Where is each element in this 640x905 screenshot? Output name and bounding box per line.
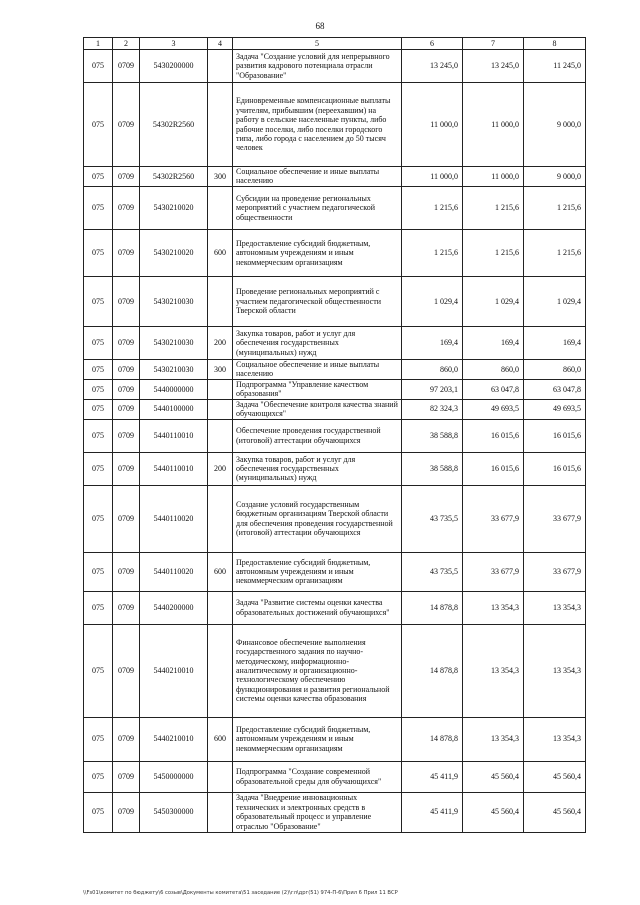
amount-col8: 33 677,9 [524,552,586,591]
table-row [84,359,586,379]
admin-code: 075 [84,186,113,229]
expense-type-code: 300 [208,359,233,379]
expense-type-code: 600 [208,229,233,276]
target-item-code: 5430210030 [140,326,208,359]
target-item-code: 5430210020 [140,186,208,229]
table-row [84,792,586,832]
expense-type-code: 200 [208,326,233,359]
amount-col6: 38 588,8 [402,452,463,485]
amount-col6: 13 245,0 [402,50,463,83]
target-item-code: 5430210030 [140,276,208,326]
table-row [84,50,586,83]
table-row [84,591,586,624]
amount-col7: 49 693,5 [463,399,524,419]
page-number: 68 [315,21,325,31]
expense-type-code: 200 [208,452,233,485]
description: Задача "Обеспечение контроля качества знаний обучающихся" [233,399,402,419]
amount-col8: 16 015,6 [524,452,586,485]
description: Задача "Развитие системы оценки качества образовательных достижений обучающихся" [233,591,402,624]
admin-code: 075 [84,229,113,276]
target-item-code: 5440110010 [140,452,208,485]
amount-col8: 45 560,4 [524,761,586,792]
amount-col8: 33 677,9 [524,485,586,552]
target-item-code: 5440110020 [140,485,208,552]
expense-type-code [208,83,233,167]
description: Проведение региональных мероприятий с участием педагогической общественности Тверской области [233,276,402,326]
amount-col8: 63 047,8 [524,379,586,399]
description: Подпрограмма "Создание современной образовательной среды для обучающихся" [233,761,402,792]
admin-code: 075 [84,276,113,326]
description: Предоставление субсидий бюджетным, автономным учреждениям и иным некоммерческим организациям [233,552,402,591]
target-item-code: 5440210010 [140,717,208,761]
section-code: 0709 [113,591,140,624]
section-code: 0709 [113,229,140,276]
expense-type-code [208,792,233,832]
section-code: 0709 [113,552,140,591]
section-code: 0709 [113,624,140,717]
admin-code: 075 [84,379,113,399]
column-header: 2 [113,38,140,50]
expense-type-code [208,485,233,552]
target-item-code: 5440210010 [140,624,208,717]
admin-code: 075 [84,792,113,832]
column-header: 7 [463,38,524,50]
expense-type-code [208,186,233,229]
amount-col8: 45 560,4 [524,792,586,832]
target-item-code: 5440200000 [140,591,208,624]
expense-type-code [208,419,233,452]
description: Финансовое обеспечение выполнения государственного задания по научно-методическому, информационно-аналитическому и организационно-технологическому обеспечению функционирования и развития региональной системы оценки качества образования [233,624,402,717]
description: Подпрограмма "Управление качеством образования" [233,379,402,399]
section-code: 0709 [113,485,140,552]
expense-type-code [208,591,233,624]
description: Социальное обеспечение и иные выплаты населению [233,359,402,379]
expense-type-code [208,276,233,326]
section-code: 0709 [113,379,140,399]
amount-col8: 860,0 [524,359,586,379]
section-code: 0709 [113,717,140,761]
amount-col7: 13 245,0 [463,50,524,83]
admin-code: 075 [84,591,113,624]
expense-type-code [208,379,233,399]
amount-col8: 13 354,3 [524,591,586,624]
table-row [84,167,586,187]
amount-col7: 45 560,4 [463,792,524,832]
amount-col7: 33 677,9 [463,552,524,591]
amount-col6: 43 735,5 [402,552,463,591]
column-header: 8 [524,38,586,50]
table-row [84,552,586,591]
table-row [84,624,586,717]
amount-col7: 63 047,8 [463,379,524,399]
amount-col8: 9 000,0 [524,83,586,167]
amount-col7: 11 000,0 [463,83,524,167]
amount-col7: 1 029,4 [463,276,524,326]
amount-col6: 43 735,5 [402,485,463,552]
table-row [84,485,586,552]
amount-col6: 169,4 [402,326,463,359]
target-item-code: 5440110010 [140,419,208,452]
amount-col7: 11 000,0 [463,167,524,187]
section-code: 0709 [113,452,140,485]
description: Задача "Внедрение инновационных технических и электронных средств в образовательный процесс и управление отраслью "Образование" [233,792,402,832]
target-item-code: 5430200000 [140,50,208,83]
description: Создание условий государственным бюджетным организациям Тверской области для обеспечения проведения государственной (итоговой) аттестации обучающихся [233,485,402,552]
amount-col7: 1 215,6 [463,186,524,229]
amount-col8: 1 215,6 [524,229,586,276]
amount-col7: 169,4 [463,326,524,359]
budget-table [83,37,586,833]
target-item-code: 5430210020 [140,229,208,276]
section-code: 0709 [113,50,140,83]
amount-col8: 13 354,3 [524,717,586,761]
amount-col6: 1 215,6 [402,229,463,276]
target-item-code: 5430210030 [140,359,208,379]
expense-type-code [208,399,233,419]
amount-col7: 13 354,3 [463,591,524,624]
section-code: 0709 [113,359,140,379]
section-code: 0709 [113,276,140,326]
amount-col8: 49 693,5 [524,399,586,419]
table-row [84,379,586,399]
table-row [84,419,586,452]
description: Закупка товаров, работ и услуг для обеспечения государственных (муниципальных) нужд [233,452,402,485]
amount-col6: 45 411,9 [402,792,463,832]
admin-code: 075 [84,359,113,379]
amount-col6: 11 000,0 [402,83,463,167]
section-code: 0709 [113,399,140,419]
column-header: 5 [233,38,402,50]
table-row [84,83,586,167]
section-code: 0709 [113,792,140,832]
target-item-code: 5450000000 [140,761,208,792]
target-item-code: 5440000000 [140,379,208,399]
amount-col6: 860,0 [402,359,463,379]
description: Единовременные компенсационные выплаты учителям, прибывшим (переехавшим) на работу в сельские населенные пункты, либо рабочие поселки, либо поселки городского типа, либо города с населением до 50 тысяч человек [233,83,402,167]
admin-code: 075 [84,717,113,761]
column-header: 6 [402,38,463,50]
admin-code: 075 [84,624,113,717]
amount-col6: 45 411,9 [402,761,463,792]
table-row [84,717,586,761]
description: Социальное обеспечение и иные выплаты населению [233,167,402,187]
section-code: 0709 [113,326,140,359]
column-header: 3 [140,38,208,50]
amount-col6: 14 878,8 [402,591,463,624]
amount-col6: 1 029,4 [402,276,463,326]
amount-col6: 11 000,0 [402,167,463,187]
target-item-code: 5450300000 [140,792,208,832]
expense-type-code [208,624,233,717]
admin-code: 075 [84,419,113,452]
section-code: 0709 [113,419,140,452]
amount-col7: 16 015,6 [463,419,524,452]
expense-type-code: 600 [208,717,233,761]
description: Закупка товаров, работ и услуг для обеспечения государственных (муниципальных) нужд [233,326,402,359]
expense-type-code [208,50,233,83]
amount-col6: 14 878,8 [402,717,463,761]
amount-col6: 14 878,8 [402,624,463,717]
amount-col6: 1 215,6 [402,186,463,229]
section-code: 0709 [113,167,140,187]
description: Субсидии на проведение региональных мероприятий с участием педагогической общественности [233,186,402,229]
amount-col6: 38 588,8 [402,419,463,452]
admin-code: 075 [84,326,113,359]
section-code: 0709 [113,83,140,167]
section-code: 0709 [113,761,140,792]
amount-col8: 9 000,0 [524,167,586,187]
amount-col8: 1 215,6 [524,186,586,229]
section-code: 0709 [113,186,140,229]
header-row [84,38,586,50]
expense-type-code: 600 [208,552,233,591]
target-item-code: 54302R2560 [140,167,208,187]
amount-col6: 97 203,1 [402,379,463,399]
amount-col8: 11 245,0 [524,50,586,83]
amount-col6: 82 324,3 [402,399,463,419]
table-row [84,186,586,229]
table-row [84,761,586,792]
admin-code: 075 [84,452,113,485]
description: Обеспечение проведения государственной (итоговой) аттестации обучающихся [233,419,402,452]
table-row [84,276,586,326]
target-item-code: 5440100000 [140,399,208,419]
amount-col8: 1 029,4 [524,276,586,326]
description: Задача "Создание условий для непрерывного развития кадрового потенциала отрасли "Образование" [233,50,402,83]
admin-code: 075 [84,485,113,552]
amount-col7: 860,0 [463,359,524,379]
column-header: 4 [208,38,233,50]
expense-type-code [208,761,233,792]
amount-col8: 13 354,3 [524,624,586,717]
column-header: 1 [84,38,113,50]
admin-code: 075 [84,167,113,187]
admin-code: 075 [84,761,113,792]
amount-col8: 16 015,6 [524,419,586,452]
table-row [84,452,586,485]
table-row [84,229,586,276]
admin-code: 075 [84,50,113,83]
admin-code: 075 [84,83,113,167]
amount-col7: 1 215,6 [463,229,524,276]
amount-col7: 16 015,6 [463,452,524,485]
amount-col7: 33 677,9 [463,485,524,552]
amount-col7: 13 354,3 [463,624,524,717]
amount-col8: 169,4 [524,326,586,359]
footer-file-path: \\Fs01\комитет по бюджету\6 созыв\Документы комитета\51 заседание (2)\гл\дрг(51) 974-П-6\Прил 6 Прил 11 ВСР [83,890,398,896]
amount-col7: 45 560,4 [463,761,524,792]
table-row [84,399,586,419]
target-item-code: 5440110020 [140,552,208,591]
target-item-code: 54302R2560 [140,83,208,167]
admin-code: 075 [84,399,113,419]
expense-type-code: 300 [208,167,233,187]
description: Предоставление субсидий бюджетным, автономным учреждениям и иным некоммерческим организациям [233,717,402,761]
description: Предоставление субсидий бюджетным, автономным учреждениям и иным некоммерческим организациям [233,229,402,276]
admin-code: 075 [84,552,113,591]
table-row [84,326,586,359]
amount-col7: 13 354,3 [463,717,524,761]
